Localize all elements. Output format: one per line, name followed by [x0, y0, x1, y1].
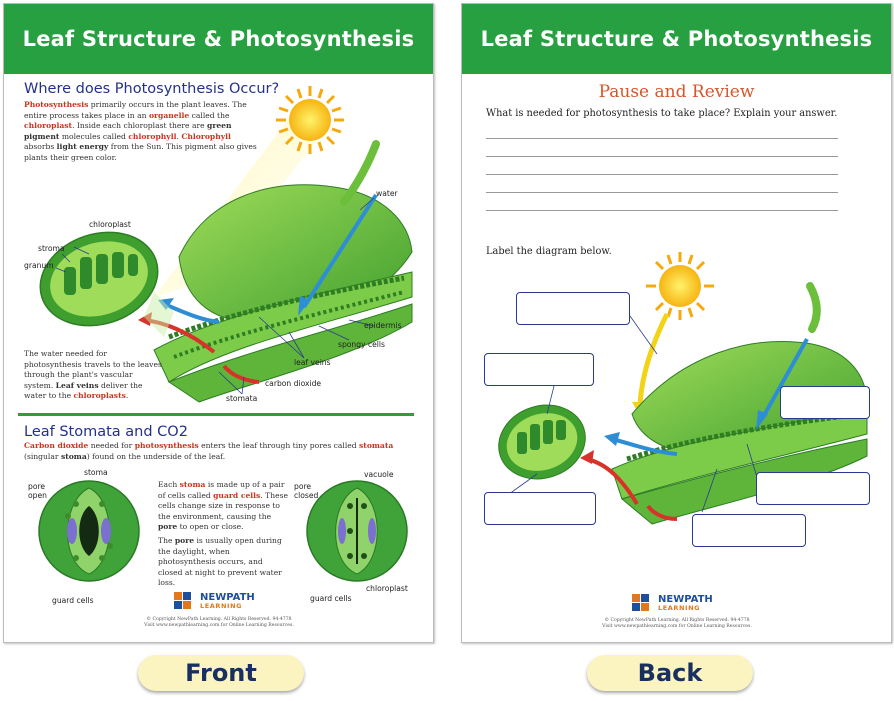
front-card: [3, 3, 434, 643]
label-granum: granum: [24, 261, 54, 270]
label-spongy-cells: spongy cells: [338, 340, 385, 349]
answer-line-5[interactable]: [486, 210, 838, 211]
review-heading: Pause and Review: [598, 82, 755, 102]
newpath-logo-back: NEWPATH LEARNING: [632, 594, 713, 614]
logo-icon: [174, 592, 196, 612]
diagram-label-box-5[interactable]: [484, 492, 596, 525]
label-water: water: [376, 189, 398, 198]
label-guard-cells-right: guard cells: [310, 594, 352, 603]
water-paragraph: The water needed for photosynthesis travels to the leaves through the plant's vascular system. Leaf veins deliver the water to the chloroplasts.: [24, 349, 162, 400]
label-stomata: stomata: [226, 394, 258, 403]
chloroplast-illustration-back: [489, 394, 595, 490]
label-pore-closed: pore closed: [294, 482, 319, 500]
label-leaf-veins: leaf veins: [294, 358, 331, 367]
front-footer: © Copyright NewPath Learning. All Rights Reserved. 94-4778 Visit www.newpathlearning.com for Online Learning Resources.: [144, 617, 294, 628]
label-stoma: stoma: [84, 468, 108, 477]
guard-cells-paragraph: Each stoma is made up of a pair of cells called guard cells. These cells change size in response to the environment, causing the pore to open or close.: [158, 480, 289, 531]
diagram-label-box-1[interactable]: [516, 292, 630, 325]
label-chloroplast-stoma: chloroplast: [366, 584, 408, 593]
back-footer: © Copyright NewPath Learning. All Rights Reserved. 94-4778 Visit www.newpathlearning.com for Online Learning Resources.: [602, 618, 752, 629]
front-button[interactable]: Front: [138, 655, 304, 691]
answer-line-3[interactable]: [486, 174, 838, 175]
back-card: [461, 3, 892, 643]
back-button[interactable]: Back: [587, 655, 753, 691]
label-carbon-dioxide: carbon dioxide: [265, 379, 322, 388]
label-chloroplast: chloroplast: [89, 220, 131, 229]
back-title: Leaf Structure & Photosynthesis: [462, 4, 891, 74]
label-guard-cells-left: guard cells: [52, 596, 94, 605]
newpath-logo: NEWPATH LEARNING: [174, 592, 255, 612]
label-epidermis: epidermis: [364, 321, 402, 330]
diagram-label-box-6[interactable]: [692, 514, 806, 547]
pore-paragraph: The pore is usually open during the daylight, when photosynthesis occurs, and closed at night to prevent water loss.: [158, 536, 282, 587]
answer-line-4[interactable]: [486, 192, 838, 193]
label-pore-open: pore open: [28, 482, 47, 500]
stomata-paragraph: Carbon dioxide needed for photosynthesis enters the leaf through tiny pores called stomata (singular stoma) found on the underside of the leaf.: [24, 441, 394, 461]
chloroplast-illustration: [28, 218, 174, 341]
diagram-label-box-3[interactable]: [780, 386, 870, 419]
where-photosynthesis-heading: Where does Photosynthesis Occur?: [24, 81, 280, 97]
logo-icon-back: [632, 594, 654, 614]
answer-line-2[interactable]: [486, 156, 838, 157]
label-stroma: stroma: [38, 244, 65, 253]
photosynthesis-paragraph: Photosynthesis primarily occurs in the plant leaves. The entire process takes place in an organelle called the chloroplast. Inside each chloroplast there are green pigment molecules called chlorophyll. Chlorophyll absorbs light energy from the Sun. This pigment also gives plants their green color.: [24, 100, 257, 162]
diagram-label-box-2[interactable]: [484, 353, 594, 386]
diagram-label-box-4[interactable]: [756, 472, 870, 505]
section-divider: [18, 413, 414, 416]
label-vacuole: vacuole: [364, 470, 394, 479]
sun-icon-back: [646, 252, 714, 320]
stomata-heading: Leaf Stomata and CO2: [24, 424, 188, 440]
label-instruction: Label the diagram below.: [486, 246, 612, 257]
answer-line-1[interactable]: [486, 138, 838, 139]
review-question: What is needed for photosynthesis to take place? Explain your answer.: [486, 108, 838, 119]
front-title: Leaf Structure & Photosynthesis: [4, 4, 433, 74]
